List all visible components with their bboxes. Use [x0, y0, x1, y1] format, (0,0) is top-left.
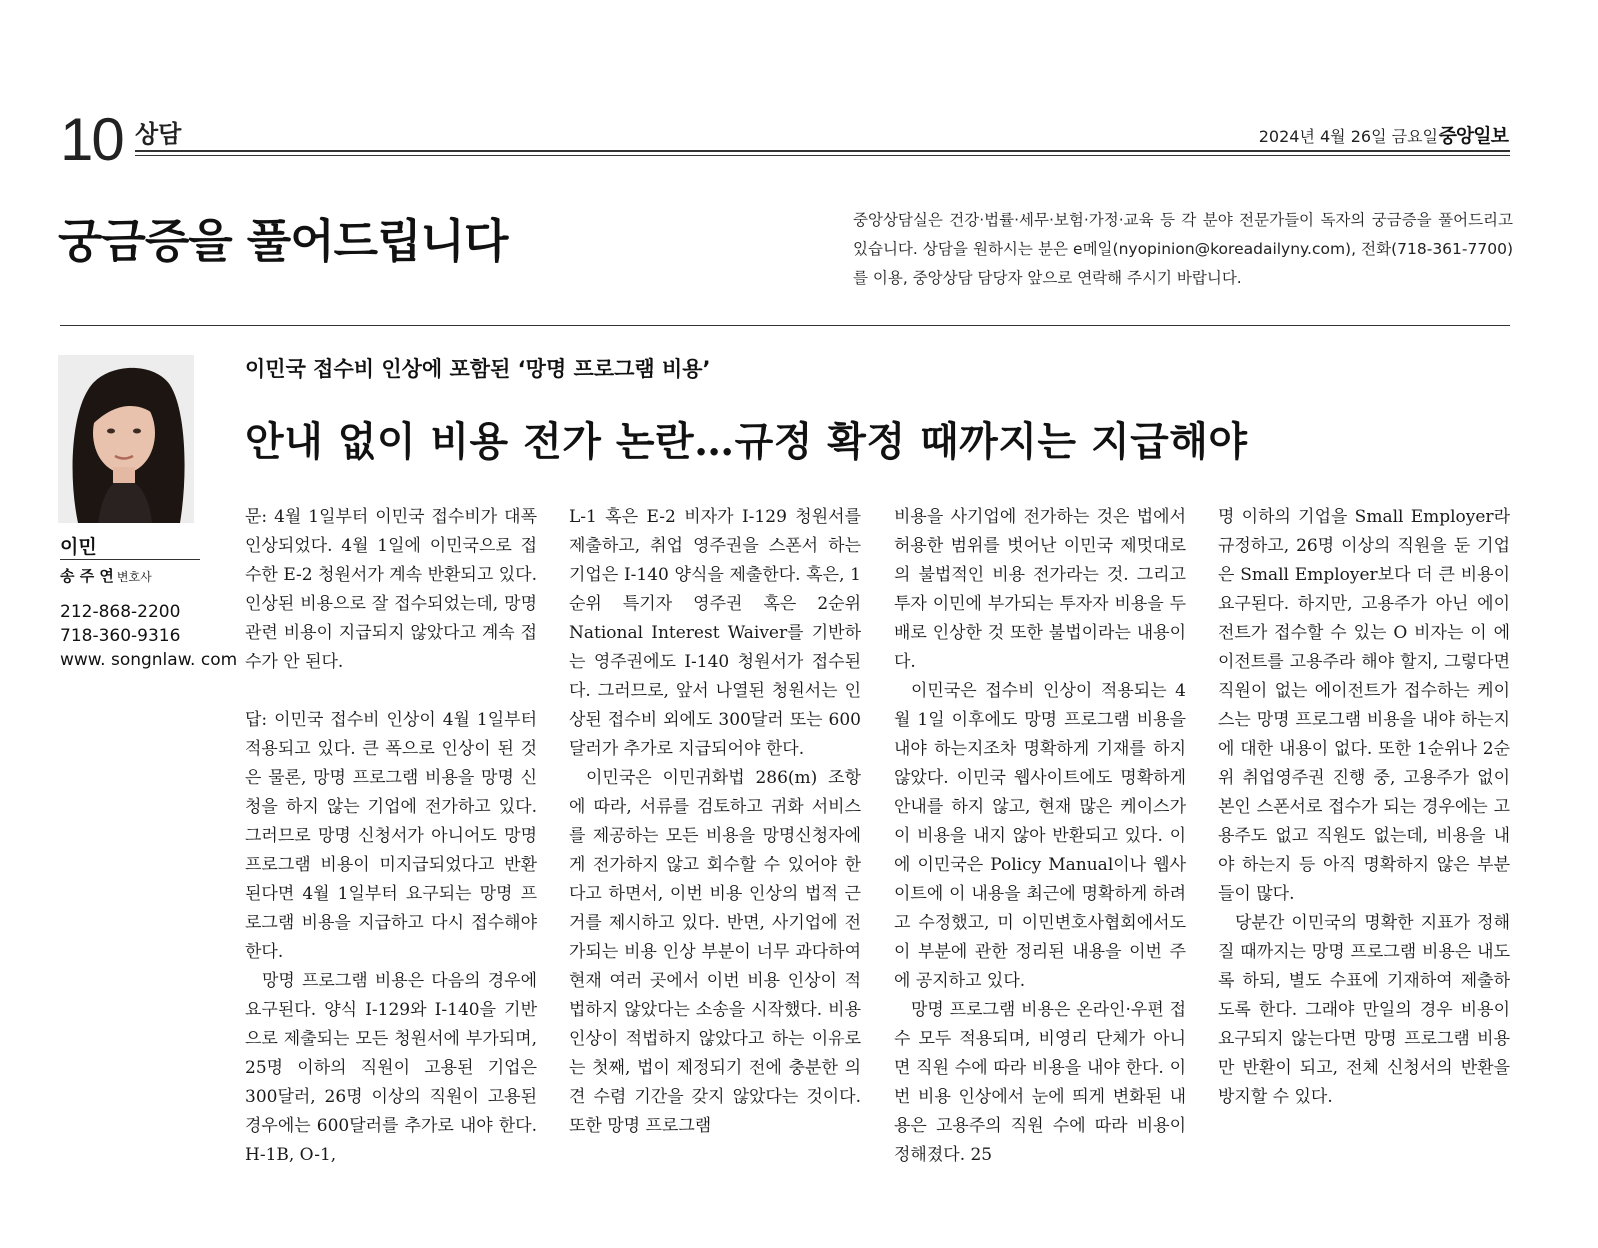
- article-column-4: [1218, 503, 1510, 1112]
- author-role: 변호사: [116, 570, 152, 584]
- issue-date: 2024년 4월 26일 금요일: [1258, 127, 1438, 146]
- body-paragraph: 명 이하의 기업을 Small Employer라 규정하고, 26명 이상의 직원을 둔 기업은 Small Employer보다 더 큰 비용이 요구된다. 하지만, 고용주가 아닌 에이전트가 접수할 수 있는 O 비자는 이 에이전트를 고용주라 해야 할지, 그렇다면 직원이 없는 에이전트가 접수하는 케이스는 망명 프로그램 비용을 내야 하는지에 대한 내용이 없다. 또한 1순위나 2순위 취업영주권 진행 중, 고용주가 없이 본인 스폰서로 접수가 되는 경우에는 고용주도 없고 직원도 없는데, 비용을 내야 하는지 등 아직 명확하지 않은 부분들이 많다.: [1218, 507, 1510, 904]
- masthead-logo: 중앙일보: [1438, 125, 1508, 147]
- author-phone-1: 212-868-2200: [60, 602, 181, 622]
- author-name: [60, 565, 152, 586]
- body-paragraph: 이민국은 이민귀화법 286(m) 조항에 따라, 서류를 검토하고 귀화 서비스를 제공하는 모든 비용을 망명신청자에게 전가하지 않고 회수할 수 있어야 한다고 하면서, 이번 비용 인상의 법적 근거를 제시하고 있다. 반면, 사기업에 전가되는 비용 인상 부분이 너무 과다하여 현재 여러 곳에서 이번 비용 인상이 적법하지 않았다는 소송을 시작했다. 비용 인상이 적법하지 않았다고 하는 이유로는 첫째, 법이 제정되기 전에 충분한 의견 수렴 기간을 갖지 않았다는 것이다. 또한 망명 프로그램: [569, 768, 861, 1136]
- column-intro: 중앙상담실은 건강·법률·세무·보험·가정·교육 등 각 분야 전문가들이 독자의 궁금증을 풀어드리고 있습니다. 상담을 원하시는 분은 e메일(nyopinion@koreadailyny.com), 전화(718-361-7700)를 이용, 중앙상담 담당자 앞으로 연락해 주시기 바랍니다.: [853, 211, 1513, 287]
- article-subhead: 이민국 접수비 인상에 포함된 ‘망명 프로그램 비용’: [245, 357, 711, 381]
- article-headline: 안내 없이 비용 전가 논란…규정 확정 때까지는 지급해야: [245, 418, 1248, 465]
- body-paragraph: 망명 프로그램 비용은 온라인·우편 접수 모두 적용되며, 비영리 단체가 아니면 직원 수에 따라 비용을 내야 한다. 이번 비용 인상에서 눈에 띄게 변화된 내용은 고용주의 직원 수에 따라 비용이 정해졌다. 25: [894, 1000, 1186, 1165]
- author-name-text: 송 주 연: [60, 567, 114, 585]
- page-title: 궁금증을 풀어드립니다: [58, 214, 508, 268]
- page-number: 10: [60, 106, 123, 173]
- body-paragraph: 비용을 사기업에 전가하는 것은 법에서 허용한 범위를 벗어난 이민국 제멋대로의 불법적인 비용 전가라는 것. 그리고 투자 이민에 부가되는 투자자 비용을 두 배로 인상한 것 또한 불법이라는 내용이다.: [894, 507, 1186, 672]
- author-phone-2: 718-360-9316: [60, 626, 181, 646]
- author-rule: [60, 559, 200, 560]
- author-category: 이민: [60, 536, 97, 558]
- body-paragraph: 이민국은 접수비 인상이 적용되는 4월 1일 이후에도 망명 프로그램 비용을 내야 하는지조차 명확하게 기재를 하지 않았다. 이민국 웹사이트에도 명확하게 안내를 하지 않고, 현재 많은 케이스가 이 비용을 내지 않아 반환되고 있다. 이에 이민국은 Policy Manual이나 웹사이트에 이 내용을 최근에 명확하게 하려고 수정했고, 미 이민변호사협회에서도 이 부분에 관한 정리된 내용을 이번 주에 공지하고 있다.: [894, 681, 1186, 991]
- header-rule-thin: [135, 155, 1510, 156]
- article-column-1: [245, 503, 537, 1170]
- body-paragraph: 당분간 이민국의 명확한 지표가 정해질 때까지는 망명 프로그램 비용은 내도록 하되, 별도 수표에 기재하여 제출하도록 한다. 그래야 만일의 경우 비용이 요구되지 않는다면 망명 프로그램 비용만 반환이 되고, 전체 신청서의 반환을 방지할 수 있다.: [1218, 913, 1510, 1107]
- section-divider: [60, 325, 1510, 326]
- question-paragraph: 문: 4월 1일부터 이민국 접수비가 대폭 인상되었다. 4월 1일에 이민국으로 접수한 E-2 청원서가 계속 반환되고 있다. 인상된 비용으로 잘 접수되었는데, 망명 관련 비용이 지급되지 않았다고 계속 접수가 안 된다.: [245, 507, 537, 672]
- article-column-2: [569, 503, 861, 1141]
- author-photo: [58, 355, 194, 523]
- section-name: 상담: [135, 120, 182, 148]
- body-paragraph: 망명 프로그램 비용은 다음의 경우에 요구된다. 양식 I-129와 I-140을 기반으로 제출되는 모든 청원서에 부가되며, 25명 이하의 직원이 고용된 기업은 300달러, 26명 이상의 직원이 고용된 경우에는 600달러를 추가로 내야 한다. H-1B, O-1,: [245, 971, 537, 1165]
- answer-paragraph: 답: 이민국 접수비 인상이 4월 1일부터 적용되고 있다. 큰 폭으로 인상이 된 것은 물론, 망명 프로그램 비용을 망명 신청을 하지 않는 기업에 전가하고 있다. 그러므로 망명 신청서가 아니어도 망명 프로그램 비용이 미지급되었다고 반환된다면 4월 1일부터 요구되는 망명 프로그램 비용을 지급하고 다시 접수해야 한다.: [245, 710, 537, 962]
- body-paragraph: L-1 혹은 E-2 비자가 I-129 청원서를 제출하고, 취업 영주권을 스폰서 하는 기업은 I-140 양식을 제출한다. 혹은, 1순위 특기자 영주권 혹은 2순위 National Interest Waiver를 기반하는 영주권에도 I-140 청원서가 접수된다. 그러므로, 앞서 나열된 청원서는 인상된 접수비 외에도 300달러 또는 600달러가 추가로 지급되어야 한다.: [569, 507, 861, 759]
- article-column-3: [894, 503, 1186, 1170]
- author-website: www. songnlaw. com: [60, 650, 238, 670]
- header-rule: [135, 150, 1510, 152]
